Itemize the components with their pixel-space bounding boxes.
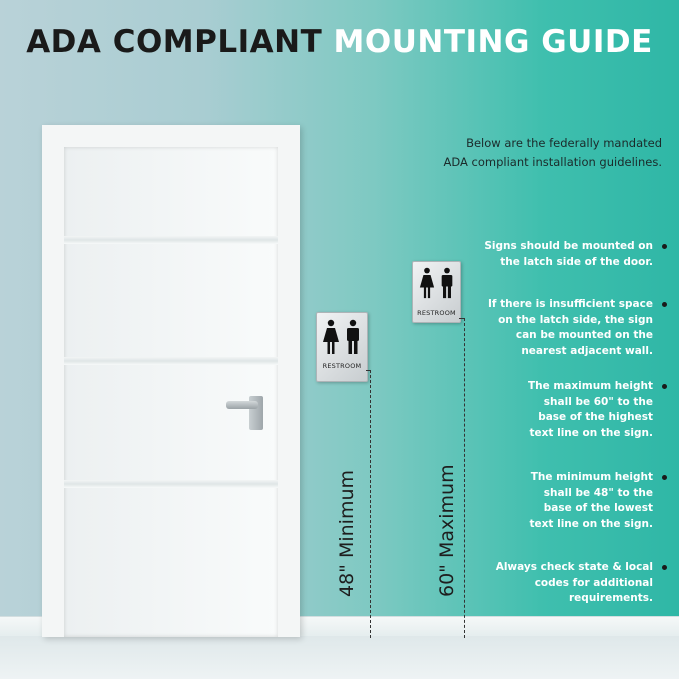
man-figure-icon (439, 267, 455, 299)
page-title (0, 24, 679, 60)
bullet-dot (662, 475, 667, 480)
guideline-item (465, 379, 653, 441)
guideline-line: If there is insufficient space (487, 298, 653, 310)
bullet-dot (662, 565, 667, 570)
guideline-item (465, 560, 653, 607)
guideline-line: on the latch side, the sign (498, 313, 653, 326)
guideline-line: base of the lowest (543, 502, 653, 514)
guideline-line: shall be 60" to the (543, 395, 653, 408)
guideline-line: nearest adjacent wall. (521, 344, 653, 357)
sign-label: RESTROOM (417, 309, 456, 317)
intro-line: ADA compliant installation guidelines. (443, 155, 662, 169)
woman-figure-icon (419, 267, 435, 299)
intro-line: Below are the federally mandated (466, 136, 662, 150)
restroom-sign-maximum (412, 261, 461, 323)
guideline-line: codes for additional (534, 576, 653, 589)
guideline-line: Always check state & local (495, 561, 653, 573)
guideline-line: Signs should be mounted on (484, 240, 653, 252)
restroom-sign-minimum (316, 312, 368, 382)
guideline-line: can be mounted on the (515, 329, 653, 341)
door-handle (226, 401, 258, 409)
door-groove (64, 480, 278, 488)
bullet-dot (662, 384, 667, 389)
guideline-line: text line on the sign. (529, 517, 653, 530)
door-groove (64, 236, 278, 244)
guideline-item (465, 239, 653, 270)
man-figure-icon (344, 319, 362, 355)
guideline-line: base of the highest (538, 411, 653, 423)
floor (0, 636, 679, 679)
guideline-item (465, 470, 653, 532)
intro-text (410, 134, 662, 172)
max-height-label: 60" Maximum (436, 464, 458, 597)
door-groove (64, 357, 278, 365)
guideline-line: the latch side of the door. (500, 255, 653, 268)
guideline-item (465, 297, 653, 359)
guideline-line: shall be 48" to the (543, 486, 653, 499)
woman-figure-icon (322, 319, 340, 355)
bullet-dot (662, 302, 667, 307)
title-part-1: ADA COMPLIANT (26, 24, 323, 60)
bullet-dot (662, 244, 667, 249)
guideline-line: text line on the sign. (529, 426, 653, 439)
min-height-label: 48" Minimum (336, 469, 358, 597)
title-part-2: MOUNTING GUIDE (333, 24, 653, 60)
guideline-line: The minimum height (530, 471, 653, 483)
guideline-line: The maximum height (527, 380, 653, 392)
min-measure-line (370, 370, 371, 638)
door (64, 147, 278, 637)
sign-label: RESTROOM (322, 362, 362, 370)
guideline-line: requirements. (569, 592, 653, 604)
